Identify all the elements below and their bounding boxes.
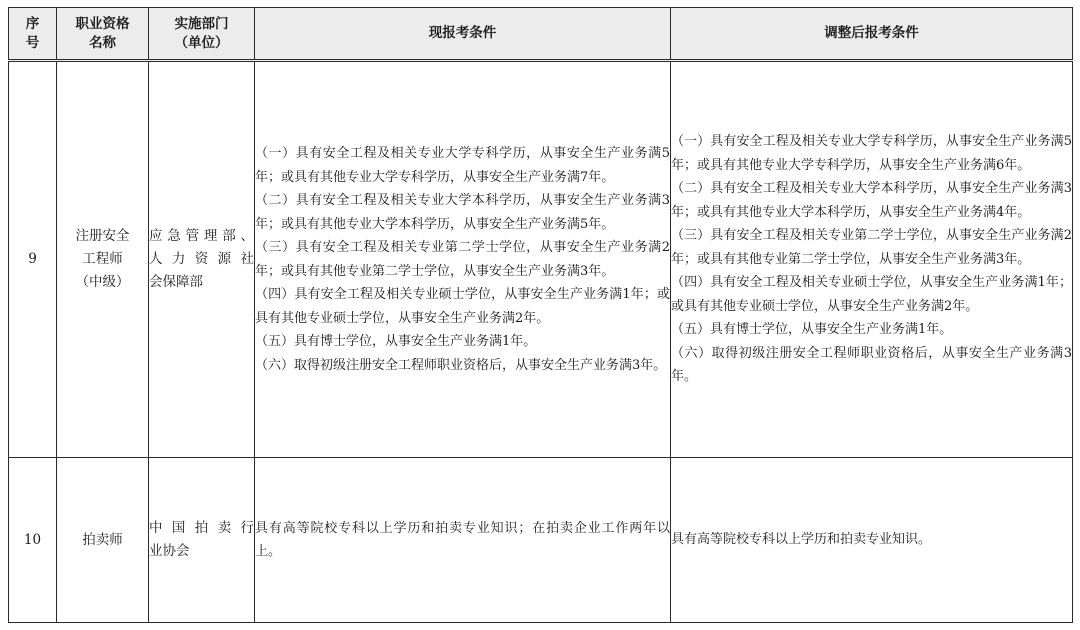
department xyxy=(149,61,255,458)
department-line: 业协会 xyxy=(149,543,190,559)
table-row xyxy=(9,61,1073,458)
current-conditions xyxy=(255,458,671,623)
condition-item: （四）具有安全工程及相关专业硕士学位，从事安全生产业务满1年；或具有其他专业硕士学位，从事安全生产业务满2年。 xyxy=(671,275,1072,314)
header-row xyxy=(9,8,1073,61)
qualification-name-line: 拍卖师 xyxy=(82,531,123,548)
header-no xyxy=(9,8,57,61)
department-line: 中国拍卖行 xyxy=(149,520,254,536)
header-qualification-line-1: 职业资格 xyxy=(75,15,130,32)
condition-item: （四）具有安全工程及相关专业硕士学位，从事安全生产业务满1年；或具有其他专业硕士学位，从事安全生产业务满2年。 xyxy=(255,287,670,326)
header-department xyxy=(149,8,255,61)
header-no-line-2: 号 xyxy=(25,34,40,51)
condition-item: （五）具有博士学位，从事安全生产业务满1年。 xyxy=(255,334,537,349)
department xyxy=(149,458,255,623)
condition-item: （一）具有安全工程及相关专业大学专科学历，从事安全生产业务满5年；或具有其他专业大学专科学历，从事安全生产业务满7年。 xyxy=(255,146,670,185)
row-number: 9 xyxy=(9,61,57,458)
adjusted-conditions xyxy=(671,61,1073,458)
condition-item: 具有高等院校专科以上学历和拍卖专业知识；在拍卖企业工作两年以上。 xyxy=(255,520,670,559)
condition-item: 具有高等院校专科以上学历和拍卖专业知识。 xyxy=(671,532,932,548)
qualification-name xyxy=(57,61,149,458)
table-row xyxy=(9,458,1073,623)
header-department-line-2: （单位） xyxy=(174,34,229,51)
condition-item: （五）具有博士学位，从事安全生产业务满1年。 xyxy=(671,322,953,338)
qualification-name-line: （中级） xyxy=(75,274,130,290)
department-line: 会保障部 xyxy=(149,274,203,290)
header-adjusted-conditions: 调整后报考条件 xyxy=(671,8,1073,61)
condition-item: （一）具有安全工程及相关专业大学专科学历，从事安全生产业务满5年；或具有其他专业大学专科学历，从事安全生产业务满6年。 xyxy=(671,134,1072,173)
header-department-line-1: 实施部门 xyxy=(174,15,229,32)
condition-item: （六）取得初级注册安全工程师职业资格后，从事安全生产业务满3年。 xyxy=(671,345,1072,385)
qualification-name-line: 工程师 xyxy=(82,251,123,267)
qualification-name xyxy=(57,458,149,623)
condition-item: （二）具有安全工程及相关专业大学本科学历，从事安全生产业务满3年；或具有其他专业大学本科学历，从事安全生产业务满5年。 xyxy=(255,193,670,232)
header-no-line-1: 序 xyxy=(25,15,40,32)
adjusted-conditions xyxy=(671,458,1073,623)
department-line: 人力资源社 xyxy=(149,251,254,267)
current-conditions xyxy=(255,61,671,458)
row-number: 10 xyxy=(9,458,57,623)
condition-item: （三）具有安全工程及相关专业第二学士学位，从事安全生产业务满2年；或具有其他专业第二学士学位，从事安全生产业务满3年。 xyxy=(255,240,670,279)
header-qualification xyxy=(57,8,149,61)
condition-item: （三）具有安全工程及相关专业第二学士学位，从事安全生产业务满2年；或具有其他专业第二学士学位，从事安全生产业务满3年。 xyxy=(671,228,1072,267)
department-line: 应急管理部、 xyxy=(149,228,254,244)
header-current-conditions: 现报考条件 xyxy=(255,8,671,61)
header-qualification-line-2: 名称 xyxy=(89,34,116,51)
condition-item: （二）具有安全工程及相关专业大学本科学历，从事安全生产业务满3年；或具有其他专业大学本科学历，从事安全生产业务满4年。 xyxy=(671,181,1072,220)
qualification-table xyxy=(8,7,1073,623)
condition-item: （六）取得初级注册安全工程师职业资格后，从事安全生产业务满3年。 xyxy=(255,357,667,373)
qualification-name-line: 注册安全 xyxy=(75,228,130,244)
